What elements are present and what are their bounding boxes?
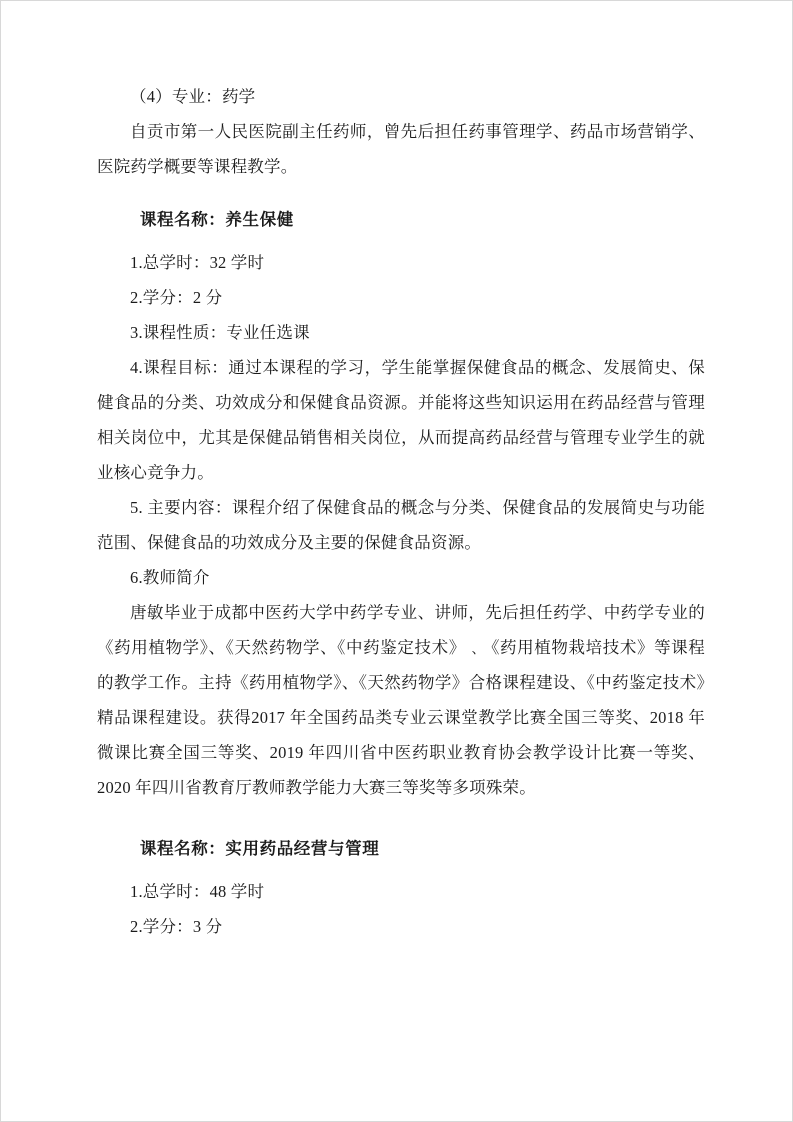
course-main-content: 5. 主要内容：课程介绍了保健食品的概念与分类、保健食品的发展简史与功能范围、保健食品的功效成分及主要的保健食品资源。 (97, 498, 705, 552)
course-teacher-section: 6.教师简介 (130, 568, 210, 587)
spacer (97, 237, 705, 245)
spacer (97, 184, 705, 202)
course-title-yangsheng: 课程名称：养生保健 (139, 210, 294, 229)
document-body (97, 79, 705, 944)
course2-credits: 2.学分：3 分 (130, 917, 223, 936)
spacer (97, 805, 705, 831)
course-credits: 2.学分：2 分 (130, 288, 223, 307)
teacher-biography: 唐敏毕业于成都中医药大学中药学专业、讲师，先后担任药学、中药学专业的《药用植物学》、《天然药物学、《中药鉴定技术》﹑《药用植物栽培技术》等课程的教学工作。主持《药用植物学》、《天然药物学》合格课程建设、《中药鉴定技术》精品课程建设。获得2017 年全国药品类专业云课堂教学比赛全国三等奖、2018 年微课比赛全国三等奖、2019 年四川省中医药职业教育协会教学设计比赛一等奖、2020 年四川省教育厅教师教学能力大赛三等奖等多项殊荣。 (97, 603, 705, 797)
course-total-hours: 1.总学时：32 学时 (130, 253, 265, 272)
course-objectives: 4.课程目标：通过本课程的学习，学生能掌握保健食品的概念、发展简史、保健食品的分类、功效成分和保健食品资源。并能将这些知识运用在药品经营与管理相关岗位中，尤其是保健品销售相关岗位，从而提高药品经营与管理专业学生的就业核心竞争力。 (97, 358, 705, 482)
course2-total-hours: 1.总学时：48 学时 (130, 882, 265, 901)
course-nature: 3.课程性质：专业任选课 (130, 323, 310, 342)
paragraph-teacher-intro: 自贡市第一人民医院副主任药师，曾先后担任药事管理学、药品市场营销学、医院药学概要等课程教学。 (97, 122, 705, 176)
course-title-shiyong: 课程名称：实用药品经营与管理 (139, 839, 380, 858)
paragraph-major-line: （4）专业：药学 (130, 87, 256, 106)
spacer (97, 866, 705, 874)
